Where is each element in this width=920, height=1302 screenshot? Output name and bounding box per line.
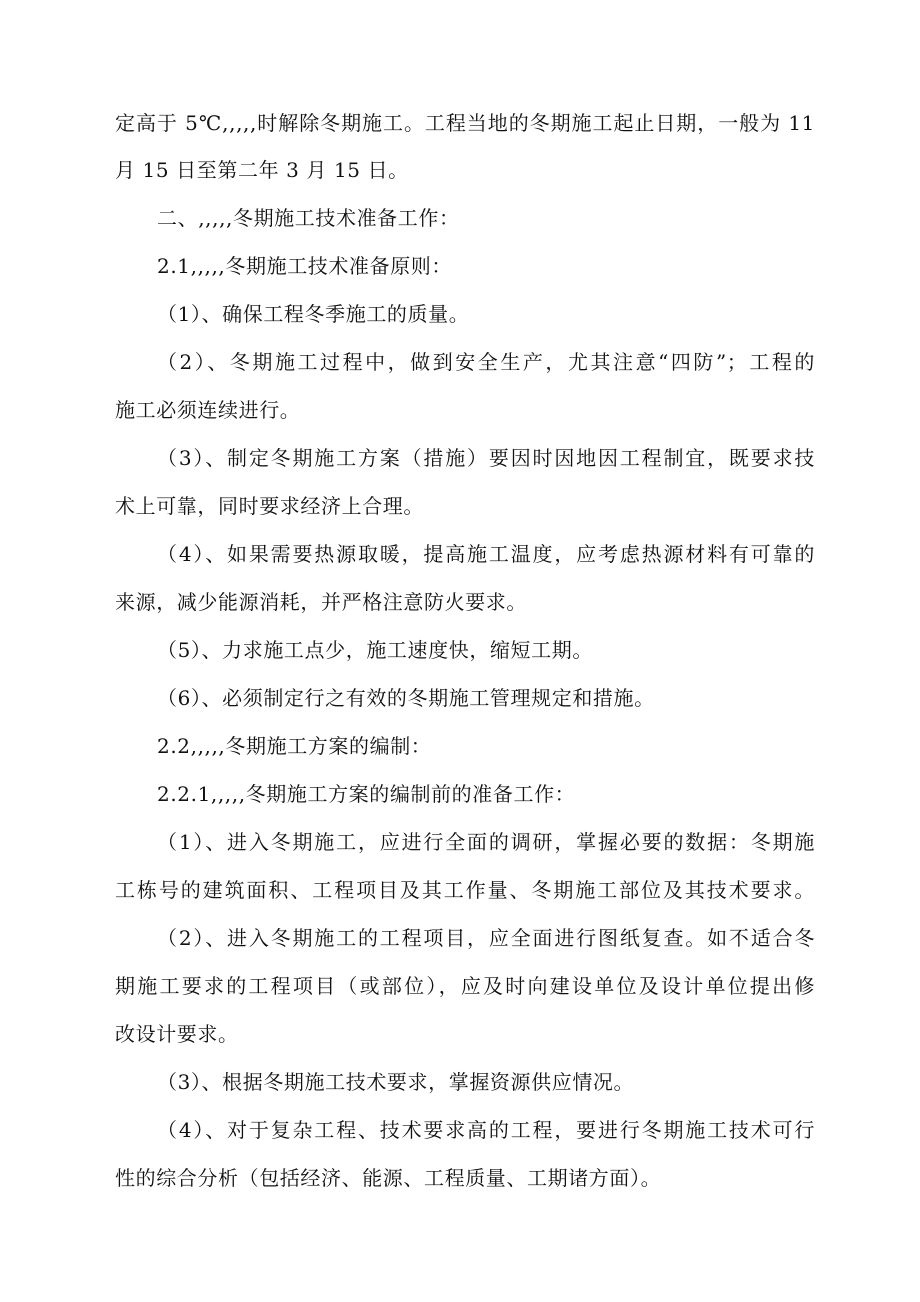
subsection-heading: 2.2.1,,,,,冬期施工方案的编制前的准备工作： [157, 782, 576, 806]
list-item: （2）、冬期施工过程中，做到安全生产，尤其注意“四防”；工程的 [157, 350, 815, 374]
list-item: （4）、如果需要热源取暖，提高施工温度，应考虑热源材料有可靠的 [157, 542, 815, 566]
section-heading: 二、,,,,,冬期施工技术准备工作： [157, 206, 460, 230]
list-item: （4）、对于复杂工程、技术要求高的工程，要进行冬期施工技术可行 [157, 1118, 815, 1142]
list-item: （6）、必须制定行之有效的冬期施工管理规定和措施。 [157, 686, 655, 710]
list-item: （1）、进入冬期施工，应进行全面的调研，掌握必要的数据：冬期施 [157, 830, 815, 854]
paragraph-line: 月 15 日至第二年 3 月 15 日。 [115, 158, 409, 182]
paragraph-line: 施工必须连续进行。 [115, 398, 301, 422]
paragraph-line: 性的综合分析（包括经济、能源、工程质量、工期诸方面）。 [115, 1166, 662, 1190]
paragraph-line: 来源，减少能源消耗，并严格注意防火要求。 [115, 590, 527, 614]
paragraph-line: 定高于 5℃,,,,,时解除冬期施工。工程当地的冬期施工起止日期，一般为 11 [115, 111, 815, 135]
paragraph-line: 术上可靠，同时要求经济上合理。 [115, 494, 424, 518]
paragraph-line: 改设计要求。 [115, 1022, 239, 1046]
subsection-heading: 2.1,,,,,冬期施工技术准备原则： [157, 254, 452, 278]
list-item: （3）、制定冬期施工方案（措施）要因时因地因工程制宜，既要求技 [157, 446, 815, 470]
subsection-heading: 2.2,,,,,冬期施工方案的编制： [157, 734, 432, 758]
list-item: （3）、根据冬期施工技术要求，掌握资源供应情况。 [157, 1070, 635, 1094]
list-item: （2）、进入冬期施工的工程项目，应全面进行图纸复查。如不适合冬 [157, 926, 815, 950]
paragraph-line: 期施工要求的工程项目（或部位），应及时向建设单位及设计单位提出修 [115, 974, 815, 998]
list-item: （1）、确保工程冬季施工的质量。 [157, 302, 470, 326]
paragraph-line: 工栋号的建筑面积、工程项目及其工作量、冬期施工部位及其技术要求。 [115, 878, 815, 902]
list-item: （5）、力求施工点少，施工速度快，缩短工期。 [157, 638, 593, 662]
